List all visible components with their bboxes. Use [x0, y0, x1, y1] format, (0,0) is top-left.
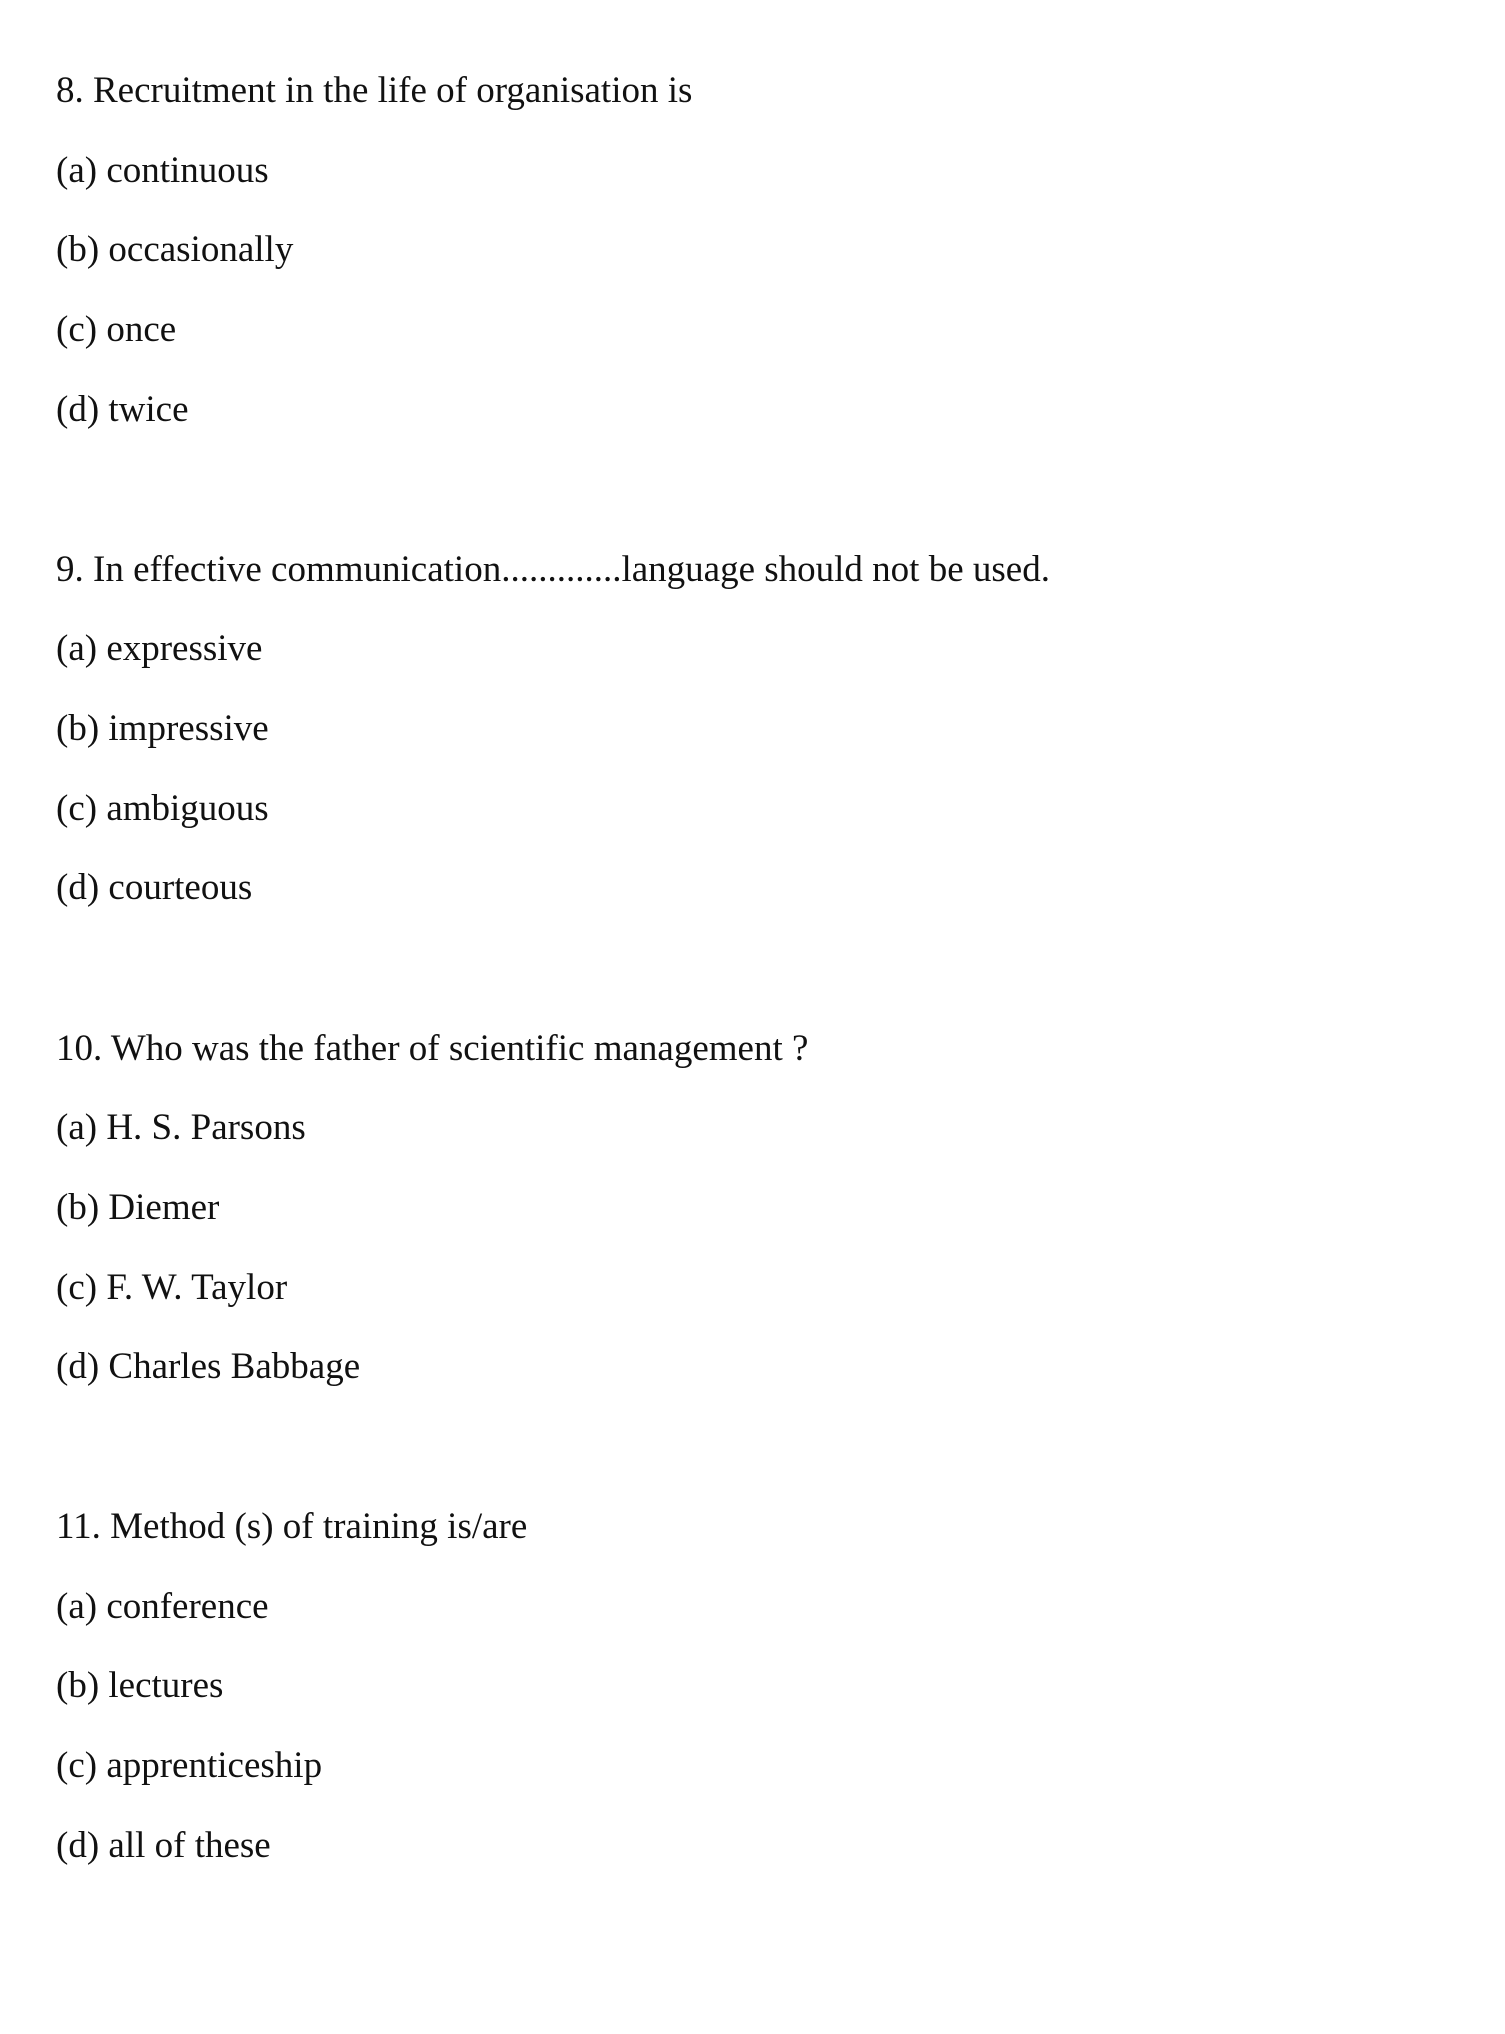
option-b: (b) occasionally — [56, 229, 294, 270]
option-a: (a) conference — [56, 1586, 269, 1627]
question-text: 8. Recruitment in the life of organisation is — [56, 70, 693, 111]
question-text: 9. In effective communication.............language should not be used. — [56, 549, 1050, 590]
option-a: (a) H. S. Parsons — [56, 1107, 306, 1148]
option-c: (c) ambiguous — [56, 788, 269, 829]
option-d: (d) Charles Babbage — [56, 1346, 361, 1387]
option-c: (c) F. W. Taylor — [56, 1267, 288, 1308]
option-b: (b) lectures — [56, 1665, 224, 1706]
option-d: (d) all of these — [56, 1825, 271, 1866]
option-b: (b) impressive — [56, 708, 269, 749]
option-d: (d) twice — [56, 389, 189, 430]
option-a: (a) continuous — [56, 150, 269, 191]
question-text: 11. Method (s) of training is/are — [56, 1506, 528, 1547]
option-c: (c) once — [56, 309, 177, 350]
option-b: (b) Diemer — [56, 1187, 220, 1228]
option-c: (c) apprenticeship — [56, 1745, 323, 1786]
question-text: 10. Who was the father of scientific management ? — [56, 1028, 809, 1069]
option-d: (d) courteous — [56, 867, 253, 908]
option-a: (a) expressive — [56, 628, 263, 669]
